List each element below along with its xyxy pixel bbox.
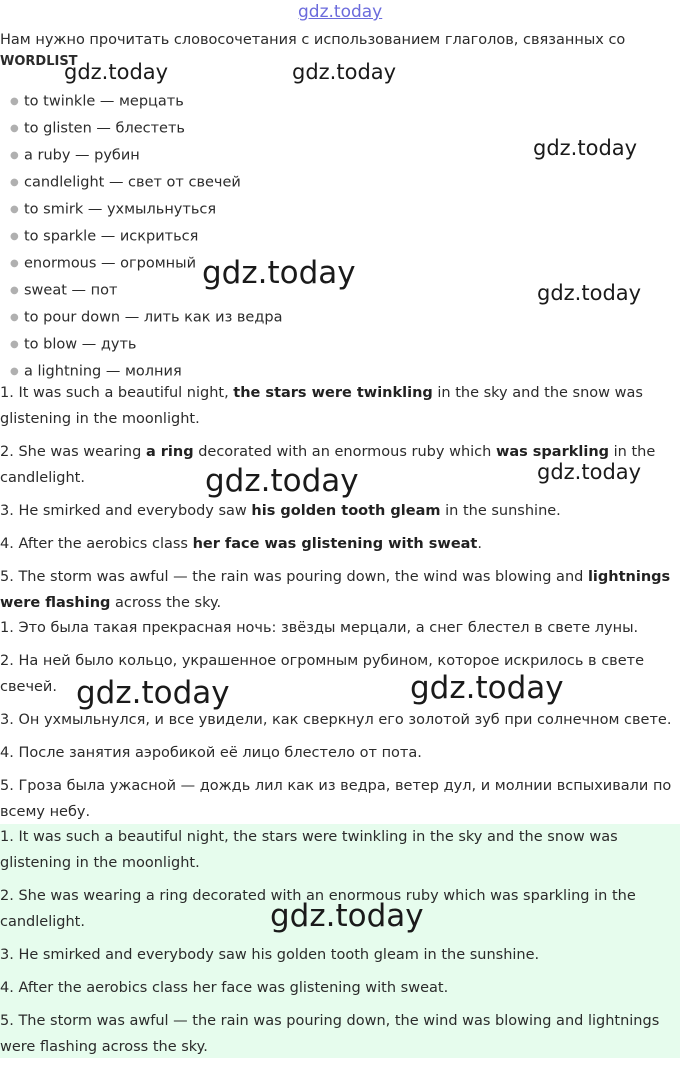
watermark: gdz.today [270, 898, 424, 934]
word-list-item: ● to blow — дуть [10, 331, 282, 358]
word-list-item: ● to glisten — блестеть [10, 115, 282, 142]
watermark: gdz.today [64, 60, 169, 84]
sentence-2: 2. She was wearing a ring decorated with an enormous ruby which was sparkling in the candlelight. [0, 444, 656, 486]
wordlist-heading: WORDLIST [0, 54, 78, 69]
bullet-icon: ● [10, 312, 19, 323]
bullet-icon: ● [10, 258, 19, 269]
word-list-item: ● sweat — пот [10, 277, 282, 304]
intro-text: Нам нужно прочитать словосочетания с использованием глаголов, связанных со [0, 32, 626, 48]
answer-sentence-5: 5. The storm was awful — the rain was pouring down, the wind was blowing and lightnings were flashing across the sky. [0, 1013, 660, 1055]
word-list-item: ● a ruby — рубин [10, 142, 282, 169]
answer-sentence-4: 4. After the aerobics class her face was glistening with sweat. [0, 980, 449, 996]
bullet-icon: ● [10, 366, 19, 377]
watermark: gdz.today [292, 60, 397, 84]
bullet-icon: ● [10, 285, 19, 296]
answer-sentence-3: 3. He smirked and everybody saw his golden tooth gleam in the sunshine. [0, 947, 540, 963]
answer-sentence-2: 2. She was wearing a ring decorated with an enormous ruby which was sparkling in the candlelight. [0, 888, 636, 930]
bullet-icon: ● [10, 96, 19, 107]
english-sentences-bold [0, 380, 676, 623]
translation-2: 2. На ней было кольцо, украшенное огромным рубином, которое искрилось в свете свечей. [0, 653, 644, 695]
word-list-item: ● candlelight — свет от свечей [10, 169, 282, 196]
sentence-3: 3. He smirked and everybody saw his golden tooth gleam in the sunshine. [0, 503, 561, 519]
answer-sentence-1: 1. It was such a beautiful night, the stars were twinkling in the sky and the snow was glistening in the moonlight. [0, 829, 618, 871]
translation-1: 1. Это была такая прекрасная ночь: звёзды мерцали, а снег блестел в свете луны. [0, 620, 639, 636]
translation-5: 5. Гроза была ужасной — дождь лил как из ведра, ветер дул, и молнии вспыхивали по всему небу. [0, 778, 672, 820]
watermark: gdz.today [202, 255, 356, 291]
word-list-item: ● to pour down — лить как из ведра [10, 304, 282, 331]
sentence-5: 5. The storm was awful — the rain was pouring down, the wind was blowing and lightnings were flashing across the sky. [0, 569, 671, 611]
translation-4: 4. После занятия аэробикой её лицо блестело от пота. [0, 745, 422, 761]
sentence-4: 4. After the aerobics class her face was glistening with sweat. [0, 536, 482, 552]
watermark: gdz.today [76, 675, 230, 711]
word-list [10, 88, 282, 385]
word-list-item: ● to sparkle — искриться [10, 223, 282, 250]
sentence-1: 1. It was such a beautiful night, the stars were twinkling in the sky and the snow was glistening in the moonlight. [0, 385, 643, 427]
translation-3: 3. Он ухмыльнулся, и все увидели, как сверкнул его золотой зуб при солнечном свете. [0, 712, 672, 728]
word-list-item: ● enormous — огромный [10, 250, 282, 277]
watermark: gdz.today [205, 463, 359, 499]
english-sentences-plain [0, 824, 676, 1067]
russian-translations [0, 615, 676, 832]
word-list-item: ● to smirk — ухмыльнуться [10, 196, 282, 223]
bullet-icon: ● [10, 150, 19, 161]
bullet-icon: ● [10, 177, 19, 188]
top-watermark-link[interactable]: gdz.today [298, 2, 383, 22]
word-list-item: ● a lightning — молния [10, 358, 282, 385]
bullet-icon: ● [10, 339, 19, 350]
bullet-icon: ● [10, 123, 19, 134]
word-list-item: ● to twinkle — мерцать [10, 88, 282, 115]
watermark: gdz.today [537, 281, 642, 305]
watermark: gdz.today [537, 460, 642, 484]
watermark: gdz.today [410, 670, 564, 706]
bullet-icon: ● [10, 204, 19, 215]
bullet-icon: ● [10, 231, 19, 242]
watermark: gdz.today [533, 136, 638, 160]
